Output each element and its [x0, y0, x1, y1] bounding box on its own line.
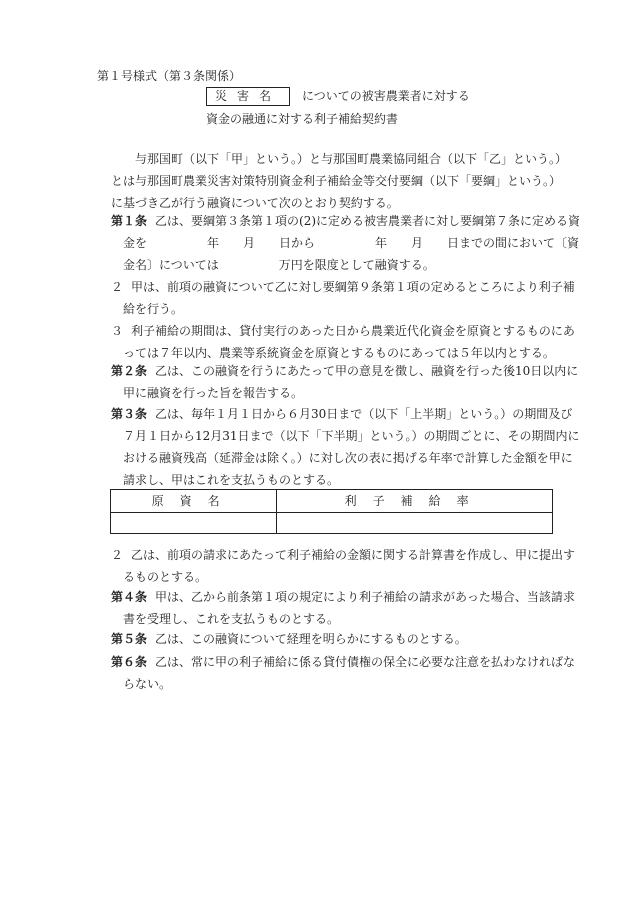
clause-1-paragraph-3 — [111, 320, 583, 364]
clause-text: 乙は、常に甲の利子補給に係る貸付債権の保全に必要な注意を払わなければならない。 — [123, 655, 576, 691]
preamble: 与那国町（以下「甲」という。）と与那国町農業協同組合（以下「乙」という。）とは与那国町農業災害対策特別資金利子補給金等交付要綱（以下「要綱」という。）に基づき乙が行う融資について次のとおり契約する。 — [111, 152, 568, 210]
table-header-source: 原資名 — [111, 490, 277, 513]
clause-text: 乙は、要綱第３条第１項の(2)に定める被害農業者に対し要綱第７条に定める資金を 年 月 日から 年 月 日までの間において〔資金名〕については 万円を限度として融資する。 — [123, 214, 581, 272]
paragraph-number: ３ — [111, 324, 124, 338]
clause-text: 乙は、この融資を行うにあたって甲の意見を徴し、融資を行った後10日以内に甲に融資を行った旨を報告する。 — [123, 364, 579, 400]
clause-text: 甲は、前項の融資について乙に対し要綱第９条第１項の定めるところにより利子補給を行う。 — [123, 280, 575, 316]
clause-2 — [111, 360, 583, 404]
interest-rate-table — [110, 489, 553, 534]
clause-number: 第３条 — [111, 407, 148, 421]
paragraph-number: ２ — [111, 280, 124, 294]
clause-text: 乙は、毎年１月１日から６月30日まで（以下「上半期」という。）の期間及び７月１日から12月31日まで（以下「下半期」という。）の期間ごとに、その期間内における融資残高（延滞金は除く。）に対し次の表に掲げる年率で計算した金額を甲に請求し、甲はこれを支払うものとする。 — [123, 407, 580, 487]
title-line1-suffix: についての被害農業者に対する — [302, 89, 470, 103]
disaster-name-box: 災害名 — [206, 87, 290, 106]
clause-1 — [111, 210, 583, 276]
clause-number: 第１条 — [111, 214, 148, 228]
clause-1-paragraph-2 — [111, 276, 583, 320]
table-header-rate: 利子補給率 — [277, 490, 553, 513]
clause-3 — [111, 403, 583, 491]
form-number: 第１号様式（第３条関係） — [97, 69, 242, 83]
table-row — [111, 513, 553, 534]
clause-number: 第４条 — [111, 590, 148, 604]
table-cell-source — [111, 513, 277, 534]
document-title: 資金の融通に対する利子補給契約書 — [206, 112, 399, 126]
paragraph-number: ２ — [111, 548, 124, 562]
clause-3-paragraph-2 — [111, 544, 583, 588]
clause-number: 第２条 — [111, 364, 148, 378]
clause-number: 第５条 — [111, 632, 148, 646]
title-line1 — [206, 85, 470, 107]
clause-number: 第６条 — [111, 655, 148, 669]
clause-text: 利子補給の期間は、貸付実行のあった日から農業近代化資金を原資とするものにあっては７年以内、農業等系統資金を原資とするものにあっては５年以内とする。 — [123, 324, 575, 360]
clause-6 — [111, 651, 583, 695]
clause-4 — [111, 586, 583, 630]
clause-5 — [111, 628, 583, 650]
clause-text: 乙は、前項の請求にあたって利子補給の金額に関する計算書を作成し、甲に提出するものとする。 — [123, 548, 576, 584]
table-cell-rate — [277, 513, 553, 534]
table-header-row — [111, 490, 553, 513]
clause-text: 乙は、この融資について経理を明らかにするものとする。 — [155, 632, 467, 646]
clause-text: 甲は、乙から前条第１項の規定により利子補給の請求があった場合、当該請求書を受理し、これを支払うものとする。 — [123, 590, 575, 626]
